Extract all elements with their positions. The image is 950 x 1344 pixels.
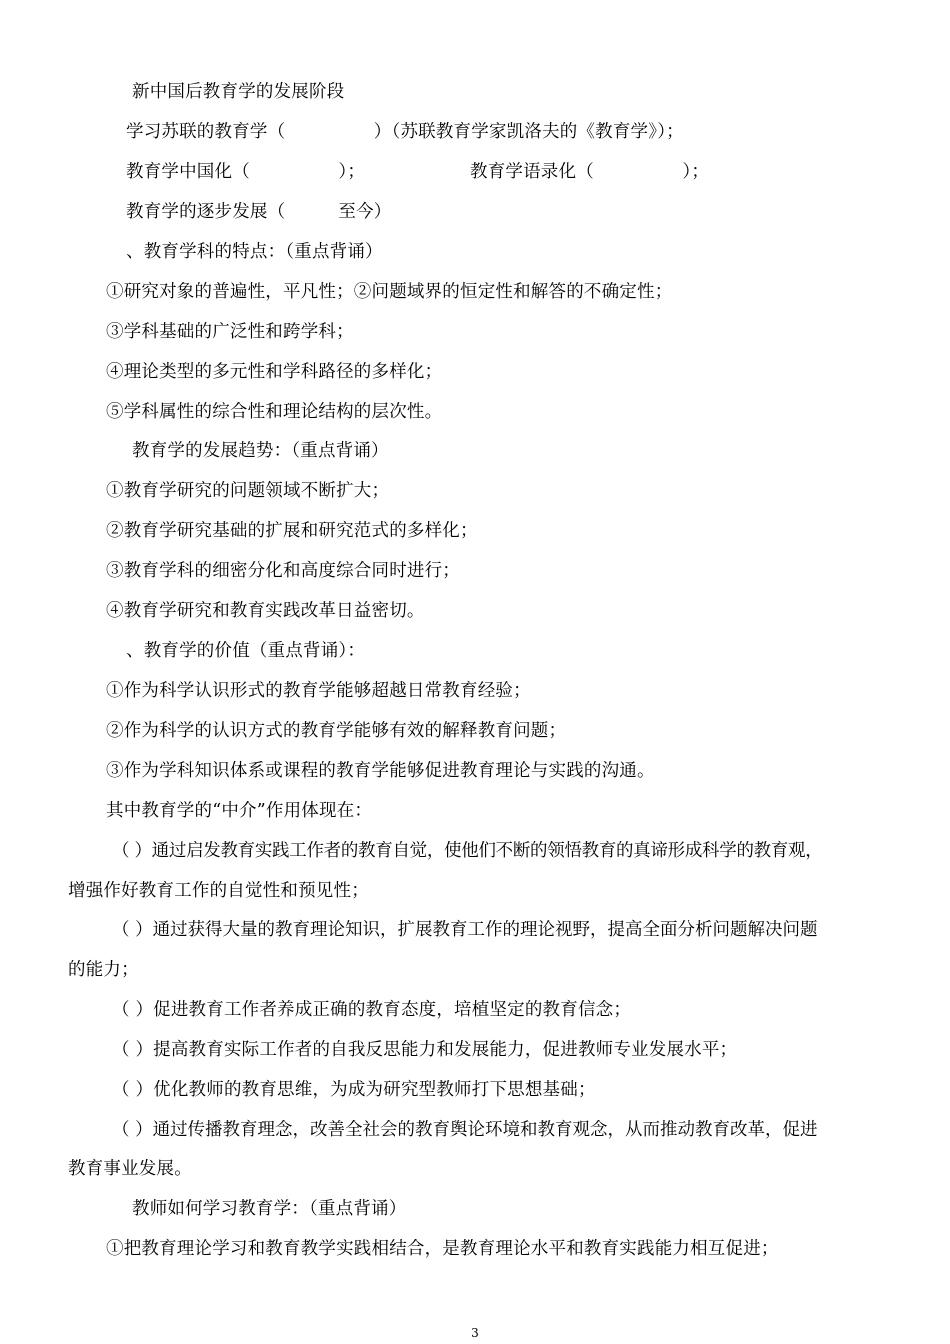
text-line: ②作为科学的认识方式的教育学能够有效的解释教育问题； (106, 721, 567, 741)
text-line: （ ）通过启发教育实践工作者的教育自觉，使他们不断的领悟教育的真谛形成科学的教育观， (112, 841, 823, 861)
page-number: 3 (471, 1326, 479, 1340)
text-line: （ ）促进教育工作者养成正确的教育态度，培植坚定的教育信念； (112, 1000, 632, 1020)
text-line: ①研究对象的普遍性，平凡性；②问题域界的恒定性和解答的不确定性； (106, 282, 673, 302)
text-line: 教育事业发展。 (68, 1159, 192, 1179)
text-line: 其中教育学的“中介”作用体现在： (106, 801, 373, 821)
text-line: ②教育学研究基础的扩展和研究范式的多样化； (106, 521, 478, 541)
text-line: ④教育学研究和教育实践改革日益密切。 (106, 601, 425, 621)
section-heading: 、教育学的价值（重点背诵）： (126, 641, 366, 661)
text-line: 增强作好教育工作的自觉性和预见性； (68, 881, 369, 901)
section-heading: 、教育学科的特点：（重点背诵） (126, 242, 383, 262)
text-line: 教育学语录化（ ）； (470, 162, 710, 182)
text-line: ③学科基础的广泛性和跨学科； (106, 322, 354, 342)
text-line: 教育学的逐步发展（ 至今） (126, 202, 392, 222)
text-line: （ ）优化教师的教育思维，为成为研究型教师打下思想基础； (112, 1080, 596, 1100)
text-line: 新中国后教育学的发展阶段 (132, 82, 345, 102)
section-heading: 教育学的发展趋势：（重点背诵） (132, 441, 389, 461)
text-line: ③作为学科知识体系或课程的教育学能够促进教育理论与实践的沟通。 (106, 761, 655, 781)
text-line: ⑤学科属性的综合性和理论结构的层次性。 (106, 402, 443, 422)
text-line: 学习苏联的教育学（ ）（苏联教育学家凯洛夫的《教育学》）； (126, 122, 684, 142)
section-heading: 教师如何学习教育学：（重点背诵） (132, 1199, 407, 1219)
text-line: ③教育学科的细密分化和高度综合同时进行； (106, 561, 460, 581)
text-line: ①作为科学认识形式的教育学能够超越日常教育经验； (106, 681, 531, 701)
text-line: （ ）通过传播教育理念，改善全社会的教育舆论环境和教育观念，从而推动教育改革，促进 (112, 1120, 818, 1140)
text-line: ①教育学研究的问题领域不断扩大； (106, 481, 390, 501)
text-line: （ ）提高教育实际工作者的自我反思能力和发展能力，促进教师专业发展水平； (112, 1040, 738, 1060)
text-line: ①把教育理论学习和教育教学实践相结合，是教育理论水平和教育实践能力相互促进； (106, 1239, 779, 1259)
text-line: ④理论类型的多元性和学科路径的多样化； (106, 362, 443, 382)
text-line: （ ）通过获得大量的教育理论知识，扩展教育工作的理论视野，提高全面分析问题解决问题 (112, 920, 818, 940)
text-line: 的能力； (68, 960, 139, 980)
text-line: 教育学中国化（ ）； (126, 162, 366, 182)
